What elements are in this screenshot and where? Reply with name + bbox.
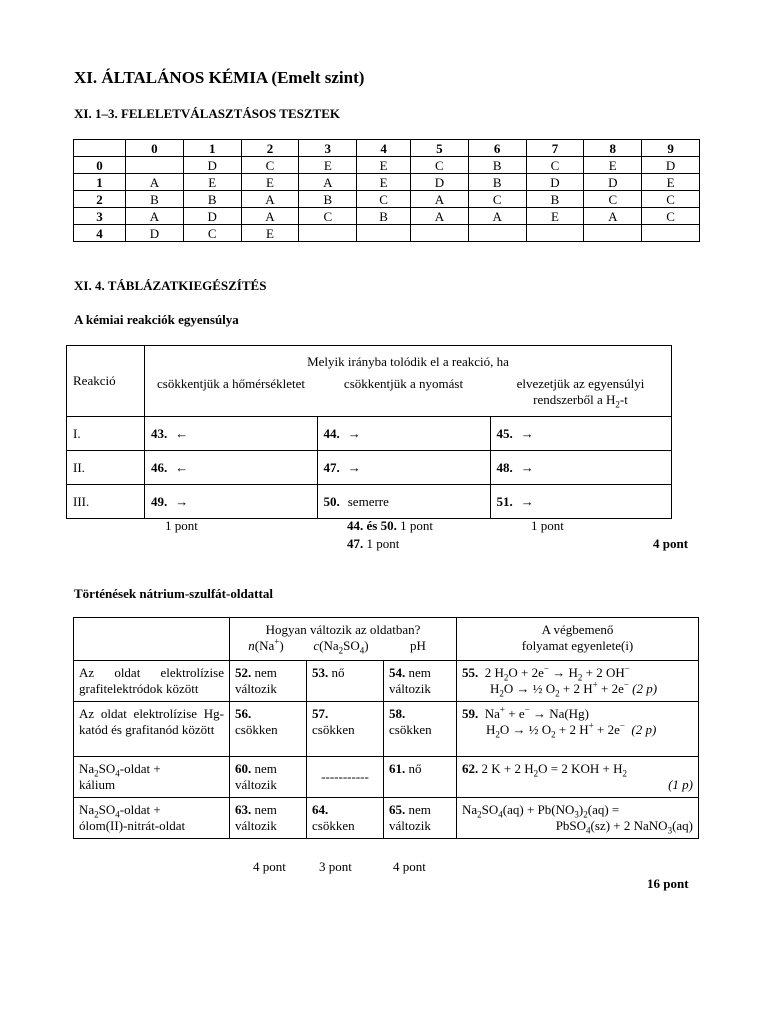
- column-header: 5: [410, 140, 468, 157]
- row4-conc: 64. csökken: [307, 798, 384, 839]
- row3-conc: -----------: [307, 757, 384, 798]
- header-change: Hogyan változik az oldatban? n(Na+) $c(Na_2SO_4)$ pH: [230, 618, 457, 661]
- answer-value: →: [520, 493, 534, 509]
- answer-cell: [317, 451, 490, 485]
- answer-cell: B: [357, 208, 411, 225]
- answer-cell: E: [299, 157, 357, 174]
- answer-cell: B: [183, 191, 241, 208]
- answer-cell: E: [183, 174, 241, 191]
- subheading-equilibrium: A kémiai reakciók egyensúlya: [74, 312, 239, 327]
- reaction-label: III.: [67, 485, 145, 519]
- column-header: 2: [241, 140, 299, 157]
- answer-cell: E: [357, 174, 411, 191]
- answer-cell: A: [410, 191, 468, 208]
- section3-total: 16 pont: [647, 876, 689, 891]
- row-header: 1: [74, 174, 126, 191]
- answer-cell: E: [584, 157, 642, 174]
- answer-cell: D: [183, 157, 241, 174]
- row3-ph: 61. nő: [384, 757, 457, 798]
- header-equation: A végbemenő folyamat egyenlete(i): [457, 618, 699, 661]
- header-temperature: csökkentjük a hőmérsékletet: [145, 374, 318, 417]
- equilibrium-row: [67, 417, 672, 451]
- answer-cell: B: [468, 174, 526, 191]
- answer-cell: A: [126, 174, 184, 191]
- answer-cell: [490, 451, 672, 485]
- answer-value: ←: [175, 459, 189, 475]
- score-na: 4 pont: [253, 859, 286, 874]
- answer-cell: D: [584, 174, 642, 191]
- column-header: 1: [183, 140, 241, 157]
- header-direction: Melyik irányba tolódik el a reakció, ha: [145, 346, 672, 375]
- row-header: 4: [74, 225, 126, 242]
- answer-cell: E: [642, 174, 700, 191]
- answer-cell: [299, 225, 357, 242]
- score-col2: 44. és 50. 1 pont: [347, 518, 433, 533]
- row2-equation: 59. Na+ + e− → Na(Hg) $H_2O$ → ½ $O_2 + 2$ H+ + 2e− (2 p): [457, 702, 699, 757]
- row2-label: Az oldat elektrolízise Hg-katód és grafitanód között: [74, 702, 230, 757]
- answer-value: →: [520, 459, 534, 475]
- question-number: 49.: [151, 493, 168, 509]
- answer-cell: D: [126, 225, 184, 242]
- header-remove-h2: elvezetjük az egyensúlyi rendszerből a $H_2-t$: [490, 374, 672, 417]
- answer-cell: [317, 417, 490, 451]
- answer-table-header: [74, 140, 700, 157]
- column-header: 8: [584, 140, 642, 157]
- answer-cell: B: [126, 191, 184, 208]
- score-col1: 1 pont: [165, 518, 198, 533]
- answer-cell: [526, 225, 584, 242]
- score-conc: 3 pont: [319, 859, 352, 874]
- answer-cell: C: [183, 225, 241, 242]
- row2-conc: 57. csökken: [307, 702, 384, 757]
- row1-ph: 54. nem változik: [384, 661, 457, 702]
- answer-table-row: [74, 225, 700, 242]
- answer-cell: C: [357, 191, 411, 208]
- row2-na: 56. csökken: [230, 702, 307, 757]
- answer-table-row: [74, 157, 700, 174]
- answer-cell: [490, 417, 672, 451]
- answer-cell: C: [526, 157, 584, 174]
- header-pressure: csökkentjük a nyomást: [317, 374, 490, 417]
- question-number: 51.: [496, 493, 513, 509]
- answer-cell: E: [357, 157, 411, 174]
- row1-conc: 53. nő: [307, 661, 384, 702]
- answer-cell: C: [584, 191, 642, 208]
- row4-equation: $Na_2SO_4(aq) + Pb(NO_3)_2(aq)$ = PbSO$_4$(sz) + 2 NaNO$_3$(aq): [457, 798, 699, 839]
- column-header: 6: [468, 140, 526, 157]
- row-header: 0: [74, 157, 126, 174]
- column-header: 9: [642, 140, 700, 157]
- answer-cell: [357, 225, 411, 242]
- answer-cell: [468, 225, 526, 242]
- question-number: 47.: [323, 459, 340, 475]
- column-header: [74, 140, 126, 157]
- row3-na: 60. nem változik: [230, 757, 307, 798]
- row4-ph: 65. nem változik: [384, 798, 457, 839]
- row-header: 3: [74, 208, 126, 225]
- equilibrium-table: [66, 345, 672, 519]
- answer-cell: C: [410, 157, 468, 174]
- answer-cell: C: [299, 208, 357, 225]
- page-title: XI. ÁLTALÁNOS KÉMIA (Emelt szint): [74, 68, 365, 87]
- answer-cell: A: [126, 208, 184, 225]
- row-header: 2: [74, 191, 126, 208]
- answer-cell: A: [299, 174, 357, 191]
- question-number: 48.: [496, 459, 513, 475]
- answer-cell: C: [468, 191, 526, 208]
- sodium-sulfate-table: [73, 617, 699, 839]
- question-number: 46.: [151, 459, 168, 475]
- row2-ph: 58. csökken: [384, 702, 457, 757]
- answer-cell: A: [584, 208, 642, 225]
- answer-value: →: [175, 493, 189, 509]
- answer-cell: C: [241, 157, 299, 174]
- row3-equation: 62. 2 K + 2 $H_2O = 2$ KOH + $H_2$ (1 p): [457, 757, 699, 798]
- answer-cell: B: [299, 191, 357, 208]
- column-header: 4: [357, 140, 411, 157]
- reaction-label: II.: [67, 451, 145, 485]
- answer-cell: A: [410, 208, 468, 225]
- answer-cell: A: [468, 208, 526, 225]
- question-number: 44.: [323, 425, 340, 441]
- section-heading-table-completion: XI. 4. TÁBLÁZATKIEGÉSZÍTÉS: [74, 278, 267, 293]
- column-header: 0: [126, 140, 184, 157]
- answer-cell: E: [526, 208, 584, 225]
- answer-cell: E: [241, 225, 299, 242]
- answer-value: semerre: [347, 493, 389, 509]
- answer-cell: A: [241, 191, 299, 208]
- column-header: 7: [526, 140, 584, 157]
- section2-total: 4 pont: [653, 536, 689, 551]
- answer-cell: [584, 225, 642, 242]
- answer-cell: D: [642, 157, 700, 174]
- reaction-label: I.: [67, 417, 145, 451]
- column-header: 3: [299, 140, 357, 157]
- answer-value: →: [520, 425, 534, 441]
- answer-value: →: [347, 459, 361, 475]
- score-ph: 4 pont: [393, 859, 426, 874]
- row1-na: 52. nem változik: [230, 661, 307, 702]
- answer-cell: [490, 485, 672, 519]
- score-col3: 1 pont: [531, 518, 564, 533]
- question-number: 45.: [496, 425, 513, 441]
- answer-cell: E: [241, 174, 299, 191]
- question-number: 50.: [323, 493, 340, 509]
- answer-cell: [317, 485, 490, 519]
- answer-cell: [126, 157, 184, 174]
- answer-cell: C: [642, 191, 700, 208]
- answer-cell: B: [468, 157, 526, 174]
- answer-table-row: [74, 191, 700, 208]
- section-heading-tests: XI. 1–3. FELELETVÁLASZTÁSOS TESZTEK: [74, 106, 340, 121]
- answer-cell: C: [642, 208, 700, 225]
- question-number: 43.: [151, 425, 168, 441]
- answer-value: ←: [175, 425, 189, 441]
- row4-na: 63. nem változik: [230, 798, 307, 839]
- row3-label: $Na_2SO_4$-oldat + kálium: [74, 757, 230, 798]
- answer-cell: B: [526, 191, 584, 208]
- answer-cell: D: [410, 174, 468, 191]
- row4-label: $Na_2SO_4$-oldat + ólom(II)-nitrát-oldat: [74, 798, 230, 839]
- header-reaction: Reakció: [67, 346, 145, 417]
- answer-table: [73, 139, 700, 242]
- equilibrium-row: [67, 451, 672, 485]
- answer-cell: [145, 417, 318, 451]
- answer-cell: [410, 225, 468, 242]
- equilibrium-row: [67, 485, 672, 519]
- answer-value: →: [347, 425, 361, 441]
- answer-cell: [145, 485, 318, 519]
- answer-cell: D: [526, 174, 584, 191]
- score-col2-line2: 47. 1 pont: [347, 536, 400, 551]
- row1-equation: 55. 2 $H_2O + 2e^- \to H_2 + 2$ OH− $H_2O$ → ½ $O_2 + 2$ H+ + 2e− (2 p): [457, 661, 699, 702]
- answer-cell: D: [183, 208, 241, 225]
- row1-label: Az oldat elektrolízise grafitelektródok között: [74, 661, 230, 702]
- answer-cell: A: [241, 208, 299, 225]
- answer-cell: [642, 225, 700, 242]
- answer-table-row: [74, 208, 700, 225]
- subheading-sodium-sulfate: Történések nátrium-szulfát-oldattal: [74, 586, 273, 601]
- answer-cell: [145, 451, 318, 485]
- answer-table-row: [74, 174, 700, 191]
